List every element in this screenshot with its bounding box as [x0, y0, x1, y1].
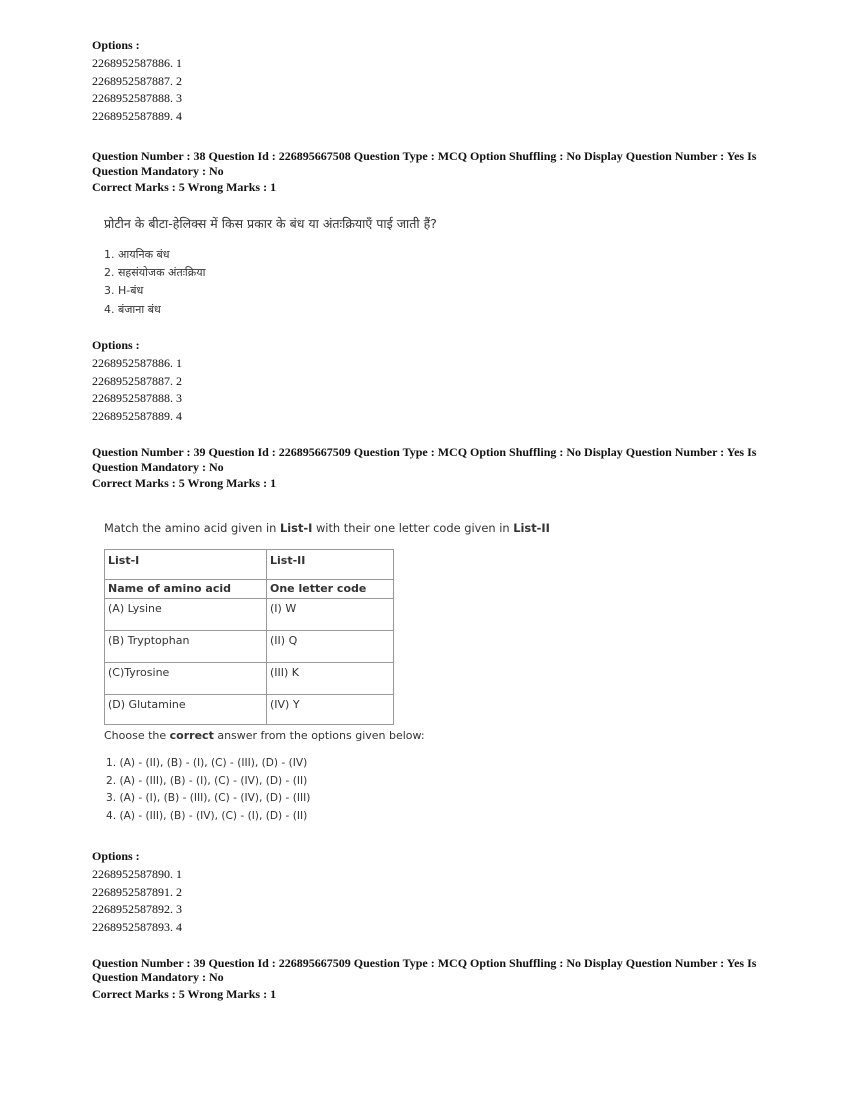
- question-text-bold: List-II: [513, 520, 550, 535]
- table-row: [105, 662, 394, 694]
- option-line: 2268952587888. 3: [92, 391, 182, 406]
- question-38-text: प्रोटीन के बीटा-हेलिक्स में किस प्रकार के बंध या अंतःक्रियाएँ पाई जाती हैं?: [104, 215, 437, 231]
- question-text-part: Match the amino acid given in: [104, 520, 280, 535]
- table-cell: (I) W: [267, 598, 394, 630]
- meta-line: Question Mandatory : No: [92, 970, 224, 985]
- question-38-meta: [92, 149, 772, 195]
- choose-instruction: [104, 729, 772, 742]
- answer-choice: 1. (A) - (II), (B) - (I), (C) - (III), (D) - (IV): [106, 756, 308, 769]
- meta-line: Question Number : 38 Question Id : 226895667508 Question Type : MCQ Option Shuffling : No Display Question Number : Yes Is: [92, 148, 757, 163]
- meta-line: Correct Marks : 5 Wrong Marks : 1: [92, 476, 277, 491]
- question-text-part: with their one letter code given in: [312, 520, 514, 535]
- option-line: 2268952587892. 3: [92, 902, 182, 917]
- question-38-options: [92, 337, 772, 426]
- meta-line: Question Mandatory : No: [92, 459, 224, 474]
- question-39-meta: [92, 445, 772, 491]
- option-line: 2268952587888. 3: [92, 91, 182, 106]
- table-row: [105, 598, 394, 630]
- list-item: 1. आयनिक बंध: [104, 247, 170, 261]
- meta-line: Question Number : 39 Question Id : 226895667509 Question Type : MCQ Option Shuffling : No Display Question Number : Yes Is: [92, 955, 757, 970]
- table-cell: (D) Glutamine: [105, 694, 267, 724]
- list-item: 3. H-बंध: [104, 284, 144, 298]
- options-label: Options :: [92, 38, 140, 52]
- table-cell: List-I: [105, 549, 267, 579]
- document-page: [92, 37, 772, 1002]
- table-row: [105, 694, 394, 724]
- table-cell: Name of amino acid: [105, 579, 267, 598]
- option-line: 2268952587887. 2: [92, 73, 182, 88]
- table-cell: (B) Tryptophan: [105, 630, 267, 662]
- table-cell: List-II: [267, 549, 394, 579]
- question-38-items: [104, 246, 772, 319]
- question-text-bold: List-I: [280, 520, 313, 535]
- instruction-bold: correct: [169, 728, 214, 742]
- meta-line: Question Number : 39 Question Id : 226895667509 Question Type : MCQ Option Shuffling : No Display Question Number : Yes Is: [92, 444, 757, 459]
- answer-choice: 3. (A) - (I), (B) - (III), (C) - (IV), (D) - (III): [106, 792, 311, 805]
- answer-choices: [106, 755, 772, 826]
- table-cell: (C)Tyrosine: [105, 662, 267, 694]
- table-cell: (IV) Y: [267, 694, 394, 724]
- meta-line: Question Mandatory : No: [92, 163, 224, 178]
- table-cell: (III) K: [267, 662, 394, 694]
- option-line: 2268952587886. 1: [92, 355, 182, 370]
- option-line: 2268952587886. 1: [92, 55, 182, 70]
- option-line: 2268952587887. 2: [92, 373, 182, 388]
- meta-line: Correct Marks : 5 Wrong Marks : 1: [92, 180, 277, 195]
- table-row: [105, 630, 394, 662]
- option-line: 2268952587891. 2: [92, 884, 182, 899]
- match-table: [104, 549, 394, 725]
- table-cell: (II) Q: [267, 630, 394, 662]
- list-item: 4. बंजाना बंध: [104, 302, 161, 316]
- options-label: Options :: [92, 337, 140, 352]
- table-cell: (A) Lysine: [105, 598, 267, 630]
- instruction-part: Choose the: [104, 728, 170, 742]
- table-cell: One letter code: [267, 579, 394, 598]
- option-line: 2268952587893. 4: [92, 920, 182, 935]
- question-39-repeat-meta: [92, 956, 772, 1002]
- table-row: [105, 549, 394, 579]
- list-item: 2. सहसंयोजक अंतःक्रिया: [104, 266, 206, 280]
- question-39-text: [104, 521, 772, 535]
- option-line: 2268952587889. 4: [92, 409, 182, 424]
- option-line: 2268952587890. 1: [92, 866, 182, 881]
- meta-line: Correct Marks : 5 Wrong Marks : 1: [92, 987, 277, 1002]
- option-line: 2268952587889. 4: [92, 109, 182, 124]
- question-39-options: [92, 848, 772, 937]
- answer-choice: 4. (A) - (III), (B) - (IV), (C) - (I), (D) - (II): [106, 810, 308, 823]
- options-label: Options :: [92, 848, 140, 863]
- table-row: [105, 579, 394, 598]
- instruction-part: answer from the options given below:: [213, 728, 425, 742]
- answer-choice: 2. (A) - (III), (B) - (I), (C) - (IV), (D) - (II): [106, 774, 308, 787]
- options-block-1: [92, 37, 772, 126]
